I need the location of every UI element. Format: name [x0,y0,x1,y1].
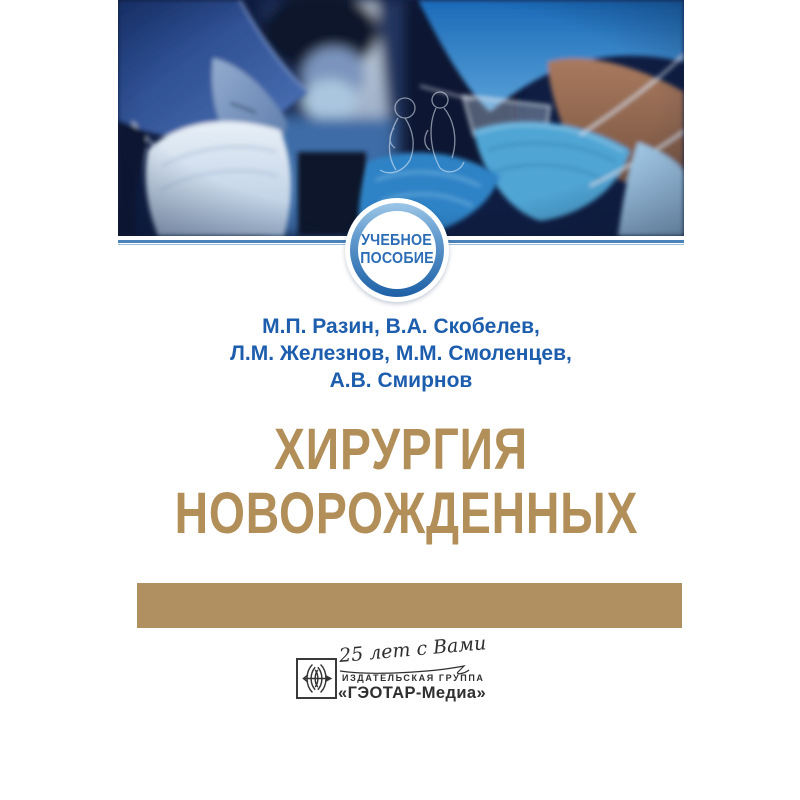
title-line-1: ХИРУРГИЯ [274,417,528,482]
badge-line-2: ПОСОБИЕ [360,250,434,267]
author-line: А.В. Смирнов [329,369,473,392]
publisher-group-label: ИЗДАТЕЛЬСКАЯ ГРУППА [342,673,485,683]
edition-badge-inner [358,211,436,289]
accent-band [137,583,682,628]
title-line-2: НОВОРОЖДЕННЫХ [174,481,639,546]
anniversary-script: 25 лет с Вами [338,632,488,667]
publisher-logo [290,632,520,708]
author-line: М.П. Разин, В.А. Скобелев, [262,315,540,338]
publisher-name: «ГЭОТАР-Медиа» [338,684,487,702]
publisher-emblem-icon [296,658,337,699]
authors-block [118,313,684,394]
badge-line-1: УЧЕБНОЕ [361,232,433,249]
edition-badge [345,198,449,302]
author-line: Л.М. Железнов, М.М. Смоленцев, [230,342,572,365]
book-title [118,418,684,546]
